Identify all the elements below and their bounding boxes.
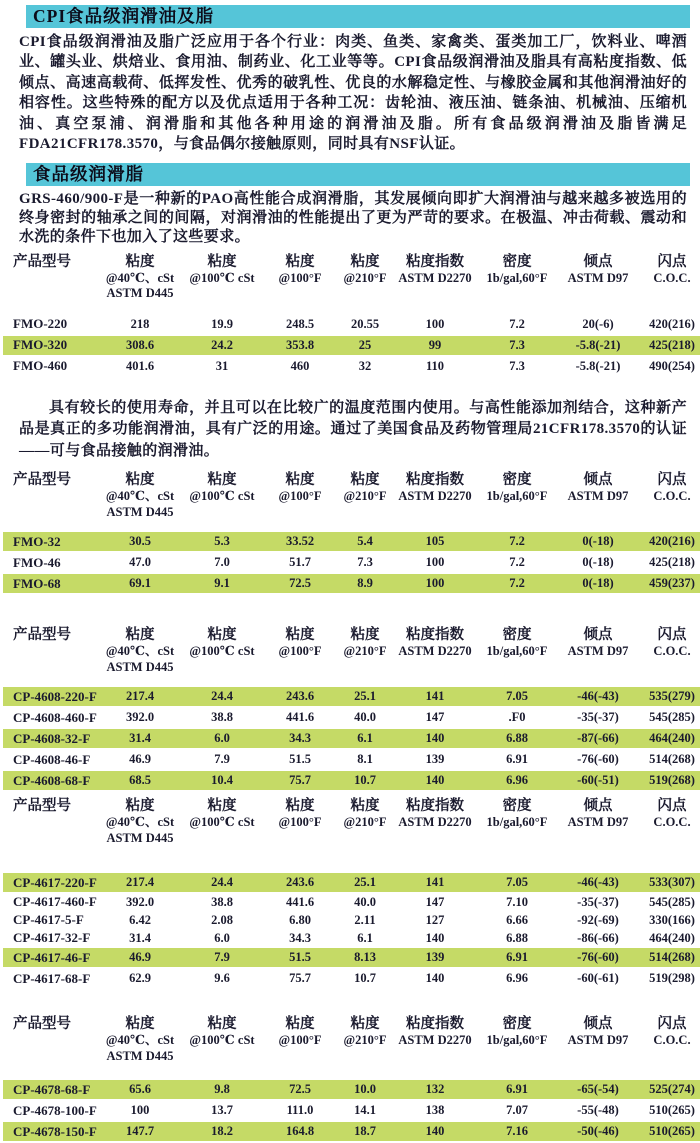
spec-table-fmo-light [3,470,700,595]
spec-value: 392.0 [125,710,155,725]
table-header-row [3,798,700,871]
spec-value: 140 [425,930,445,945]
spec-value: 6.96 [506,971,528,986]
table-row [3,1122,700,1141]
column-header-model: 产品型号 [13,627,71,644]
column-header: 粘度 @40℃、cSt ASTM D445 [105,253,175,301]
product-model: CP-4608-32-F [3,729,101,748]
table-row [3,336,700,355]
spec-value: 164.8 [265,1122,335,1141]
product-model: CP-4617-68-F [13,970,91,986]
spec-value: 10.7 [335,771,395,790]
product-model: CP-4608-220-F [3,687,101,706]
product-model: FMO-46 [13,554,61,570]
table-header-row [3,627,700,685]
spec-value: 140 [395,771,475,790]
column-header: 粘度指数 ASTM D2270 [398,472,472,504]
spec-value: 7.9 [214,752,230,767]
spec-value: 5.3 [179,532,265,551]
spec-table-cp4608 [3,625,700,792]
spec-value: 100 [395,574,475,593]
spec-value: 51.7 [289,555,311,570]
spec-value: 9.6 [214,971,230,986]
table-row [3,729,700,748]
column-header-model: 产品型号 [13,1016,71,1033]
spec-value: 68.5 [101,771,179,790]
spec-value: 441.6 [285,894,315,909]
table-header-row [3,1016,700,1078]
column-header: 密度 1b/gal,60°F [486,627,548,659]
column-header-model: 产品型号 [13,253,71,270]
spec-value: 243.6 [265,873,335,892]
spec-value: 111.0 [286,1103,314,1118]
spec-value: 72.5 [265,574,335,593]
spec-value: 147.7 [101,1122,179,1141]
column-header: 闪点 C.O.C. [653,627,691,659]
spec-value: 40.0 [354,894,376,909]
spec-value: 147 [425,894,445,909]
column-header-model: 产品型号 [13,472,71,489]
spec-value: 6.91 [506,752,528,767]
column-header: 粘度指数 ASTM D2270 [398,798,472,830]
datasheet-page [0,5,700,1143]
spec-value: 510(265) [637,1122,700,1141]
spec-value: 62.9 [129,971,151,986]
spec-value: .F0 [508,710,526,725]
spec-value: 0(-18) [559,532,637,551]
spec-value: 460 [290,358,310,373]
spec-value: -46(-43) [559,873,637,892]
table-row [3,873,700,892]
column-header: 密度 1b/gal,60°F [486,798,548,830]
spec-value: 140 [395,729,475,748]
product-model: FMO-32 [3,532,101,551]
spec-value: 24.2 [179,336,265,355]
spec-value: 110 [425,358,445,373]
spec-value: 0(-18) [582,555,614,570]
spec-value: 141 [395,873,475,892]
column-header: 粘度 @210°F [343,798,387,830]
table-row [3,574,700,593]
spec-value: 7.16 [475,1122,559,1141]
column-header: 粘度 @210°F [343,1016,387,1048]
spec-value: 464(240) [649,930,695,945]
spec-value: 0(-18) [559,574,637,593]
section-title-oils: CPI食品级润滑油及脂 [33,6,215,26]
spec-value: -60(-61) [577,971,619,986]
spec-value: 2.11 [354,912,376,927]
column-header: 粘度 @100°F [278,472,322,504]
spec-value: 24.4 [179,687,265,706]
spec-value: 69.1 [101,574,179,593]
column-header: 粘度 @100℃ cSt [189,1016,255,1048]
spec-table-cp4617 [3,796,700,990]
product-model: CP-4678-100-F [13,1102,97,1118]
spec-value: 6.0 [214,930,230,945]
column-header: 粘度 @40℃、cSt ASTM D445 [105,627,175,674]
spec-value: 6.1 [357,930,373,945]
product-model: FMO-320 [3,336,101,355]
spec-value: 6.88 [506,930,528,945]
column-header: 粘度 @100°F [278,1016,322,1048]
spec-value: 525(274) [637,1080,700,1099]
spec-value: 40.0 [354,710,376,725]
spec-value: 30.5 [101,532,179,551]
product-model: CP-4617-5-F [13,912,84,928]
spec-value: 308.6 [101,336,179,355]
spec-value: 38.8 [211,894,233,909]
spec-value: 75.7 [289,971,311,986]
spec-value: 6.66 [506,912,528,927]
spec-value: -60(-51) [559,771,637,790]
spec-value: 7.0 [214,555,230,570]
spec-value: 514(268) [649,752,695,767]
spec-value: -46(-43) [559,687,637,706]
spec-table-fmo-heavy [3,252,700,378]
table-header-row [3,472,700,530]
spec-value: 7.3 [475,336,559,355]
column-header: 闪点 C.O.C. [653,798,691,830]
spec-value: 18.2 [179,1122,265,1141]
spec-value: 10.4 [179,771,265,790]
spec-value: 248.5 [285,316,315,331]
spec-value: 33.52 [265,532,335,551]
product-model: CP-4617-46-F [3,948,101,967]
table-row [3,532,700,551]
spec-value: 127 [425,912,445,927]
spec-value: 72.5 [265,1080,335,1099]
spec-value: 519(268) [637,771,700,790]
spec-value: 31.4 [129,930,151,945]
spec-value: 218 [130,316,150,331]
spec-value: 425(218) [649,555,695,570]
spec-value: -86(-66) [577,930,619,945]
column-header: 粘度 @210°F [343,627,387,659]
spec-value: 38.8 [211,710,233,725]
grease-paragraph: GRS-460/900-F是一种新的PAO高性能合成润滑脂，其发展倾向即扩大润滑油与越来越多被选用的终身密封的轴承之间的间隔，对润滑油的性能提出了更为严苛的要求。在极温、冲击荷载、震动和水洗的条件下也加入了这些要求。 [19,191,687,246]
product-model: CP-4608-68-F [3,771,101,790]
table-row [3,750,700,769]
spec-value: 105 [395,532,475,551]
spec-value: 519(298) [649,971,695,986]
column-header: 密度 1b/gal,60°F [486,472,548,504]
spec-value: 10.7 [354,971,376,986]
product-model: CP-4678-150-F [3,1122,101,1141]
column-header: 倾点 ASTM D97 [567,253,629,285]
product-model: CP-4617-460-F [13,894,97,910]
spec-value: -35(-37) [577,894,619,909]
product-model: FMO-68 [3,574,101,593]
spec-value: -76(-60) [559,948,637,967]
column-header: 粘度 @100℃ cSt [189,798,255,830]
spec-value: 8.9 [335,574,395,593]
spec-value: 34.3 [265,729,335,748]
spec-value: 392.0 [125,894,155,909]
column-header: 粘度指数 ASTM D2270 [398,253,472,285]
column-header: 密度 1b/gal,60°F [486,253,548,285]
spec-value: 100 [425,316,445,331]
spec-value: 10.0 [335,1080,395,1099]
spec-value: 6.0 [179,729,265,748]
spec-value: -50(-46) [559,1122,637,1141]
column-header-model: 产品型号 [13,798,71,815]
column-header: 闪点 C.O.C. [653,253,691,285]
product-model: CP-4617-32-F [13,930,91,946]
spec-value: 139 [425,752,445,767]
column-header: 倾点 ASTM D97 [567,627,629,659]
spec-value: 330(166) [649,912,695,927]
section-title-grease: 食品级润滑脂 [33,164,144,185]
spec-value: 51.5 [289,752,311,767]
spec-value: 100 [425,555,445,570]
spec-value: 19.9 [211,316,233,331]
spec-value: 7.07 [506,1103,528,1118]
column-header: 粘度 @100℃ cSt [189,253,255,285]
spec-value: 6.91 [475,948,559,967]
spec-value: 6.88 [475,729,559,748]
spec-value: -5.8(-21) [559,336,637,355]
table-header-row [3,254,700,313]
spec-value: 8.13 [335,948,395,967]
spec-value: 65.6 [101,1080,179,1099]
spec-value: 25 [335,336,395,355]
spec-value: 217.4 [101,687,179,706]
table-row [3,948,700,967]
column-header: 倾点 ASTM D97 [567,472,629,504]
column-header: 闪点 C.O.C. [653,1016,691,1048]
spec-value: 6.91 [475,1080,559,1099]
spec-value: 420(216) [637,532,700,551]
spec-value: 420(216) [649,316,695,331]
spec-value: 490(254) [649,358,695,373]
spec-value: 25.1 [335,687,395,706]
spec-value: 535(279) [637,687,700,706]
spec-value: 47.0 [129,555,151,570]
spec-value: 7.2 [475,532,559,551]
spec-value: 20(-6) [582,316,614,331]
spec-value: 353.8 [265,336,335,355]
column-header: 密度 1b/gal,60°F [486,1016,548,1048]
spec-value: 217.4 [101,873,179,892]
spec-value: 46.9 [101,948,179,967]
product-model: CP-4617-220-F [3,873,101,892]
table-row [3,1080,700,1099]
product-model: FMO-220 [13,316,68,332]
table-row [3,708,700,727]
spec-value: 139 [395,948,475,967]
spec-value: 6.96 [475,771,559,790]
product-model: FMO-460 [13,358,68,374]
table-row [3,969,700,988]
spec-value: -55(-48) [577,1103,619,1118]
spec-value: 243.6 [265,687,335,706]
fmo-note-paragraph: 具有较长的使用寿命，并且可以在比较广的温度范围内使用。与高性能添加剂结合，这种新产品是真正的多功能润滑油，具有广泛的用途。通过了美国食品及药物管理局21CFR178.3570的认证——可与食品接触的润滑油。 [19,399,687,459]
spec-value: -87(-66) [559,729,637,748]
spec-value: 6.80 [289,912,311,927]
spec-value: 7.9 [179,948,265,967]
spec-value: 6.42 [129,912,151,927]
spec-value: 459(237) [637,574,700,593]
spec-value: 31 [215,358,229,373]
column-header: 粘度 @100℃ cSt [189,472,255,504]
spec-value: 20.55 [350,316,380,331]
spec-value: 13.7 [211,1103,233,1118]
table-row [3,771,700,790]
spec-value: 14.1 [354,1103,376,1118]
spec-value: 425(218) [637,336,700,355]
spec-value: 31.4 [101,729,179,748]
spec-value: 132 [395,1080,475,1099]
spec-value: 51.5 [265,948,335,967]
spec-value: 7.05 [475,687,559,706]
column-header: 倾点 ASTM D97 [567,1016,629,1048]
spec-value: 545(285) [649,894,695,909]
intro-paragraph: CPI食品级润滑油及脂广泛应用于各个行业：肉类、鱼类、家禽类、蛋类加工厂，饮料业、啤酒业、罐头业、烘焙业、食用油、制药业、化工业等等。CPI食品级润滑油及脂具有高粘度指数、低倾点、高速高载荷、低挥发性、优秀的破乳性、优良的水解稳定性、与橡胶金属和其他润滑油好的相容性。这些特殊的配方以及优点适用于各种工况：齿轮油、液压油、链条油、机械油、压缩机油、真空泵浦、润滑脂和其他各种用途的润滑油及脂。所有食品级润滑油及脂皆满足FDA21CFR178.3570，与食品偶尔接触原则，同时具有NSF认证。 [19,34,687,153]
spec-value: 75.7 [265,771,335,790]
spec-value: 7.3 [357,555,373,570]
spec-value: 7.2 [509,555,525,570]
spec-value: 510(265) [649,1103,695,1118]
spec-value: 147 [425,710,445,725]
spec-value: 464(240) [637,729,700,748]
product-model: CP-4608-460-F [13,709,97,725]
table-row [3,687,700,706]
column-header: 粘度指数 ASTM D2270 [398,627,472,659]
spec-value: 5.4 [335,532,395,551]
spec-value: 7.2 [509,316,525,331]
spec-value: 141 [395,687,475,706]
column-header: 粘度 @210°F [343,472,387,504]
spec-value: 34.3 [289,930,311,945]
column-header: 粘度 @100℃ cSt [189,627,255,659]
spec-value: 7.2 [475,574,559,593]
spec-value: 9.1 [179,574,265,593]
column-header: 粘度 @100°F [278,627,322,659]
spec-value: 99 [395,336,475,355]
table-row [3,912,700,928]
spec-value: 100 [130,1103,150,1118]
spec-value: 514(268) [637,948,700,967]
spec-value: 6.1 [335,729,395,748]
table-row [3,1101,700,1120]
spec-value: 140 [425,971,445,986]
column-header: 粘度 @210°F [343,253,387,285]
section-title-bar-grease [26,163,690,186]
column-header: 粘度 @40℃、cSt ASTM D445 [105,1016,175,1063]
spec-value: 140 [395,1122,475,1141]
spec-value: 545(285) [649,710,695,725]
spec-value: 7.10 [506,894,528,909]
spec-value: 2.08 [211,912,233,927]
spec-table-cp4678 [3,1014,700,1143]
spec-value: 401.6 [125,358,155,373]
spec-value: 25.1 [335,873,395,892]
column-header: 粘度 @40℃、cSt ASTM D445 [105,472,175,519]
column-header: 粘度 @40℃、cSt ASTM D445 [105,798,175,845]
spec-value: -5.8(-21) [575,358,621,373]
spec-value: -76(-60) [577,752,619,767]
table-row [3,930,700,946]
spec-value: 8.1 [357,752,373,767]
product-model: CP-4608-46-F [13,751,91,767]
section-title-bar-oils [26,5,690,28]
spec-value: 18.7 [335,1122,395,1141]
product-model: CP-4678-68-F [3,1080,101,1099]
spec-value: -92(-69) [577,912,619,927]
spec-value: 46.9 [129,752,151,767]
column-header: 粘度 @100°F [278,253,322,285]
spec-value: -35(-37) [577,710,619,725]
table-row [3,553,700,572]
spec-value: 533(307) [637,873,700,892]
spec-value: 9.8 [179,1080,265,1099]
spec-value: 138 [425,1103,445,1118]
table-row [3,894,700,910]
spec-value: 7.05 [475,873,559,892]
spec-value: 7.3 [509,358,525,373]
table-row [3,315,700,334]
column-header: 粘度指数 ASTM D2270 [398,1016,472,1048]
spec-value: 32 [358,358,372,373]
spec-value: 24.4 [179,873,265,892]
column-header: 倾点 ASTM D97 [567,798,629,830]
spec-value: 441.6 [285,710,315,725]
column-header: 粘度 @100°F [278,798,322,830]
column-header: 闪点 C.O.C. [653,472,691,504]
spec-value: -65(-54) [559,1080,637,1099]
table-row [3,357,700,376]
